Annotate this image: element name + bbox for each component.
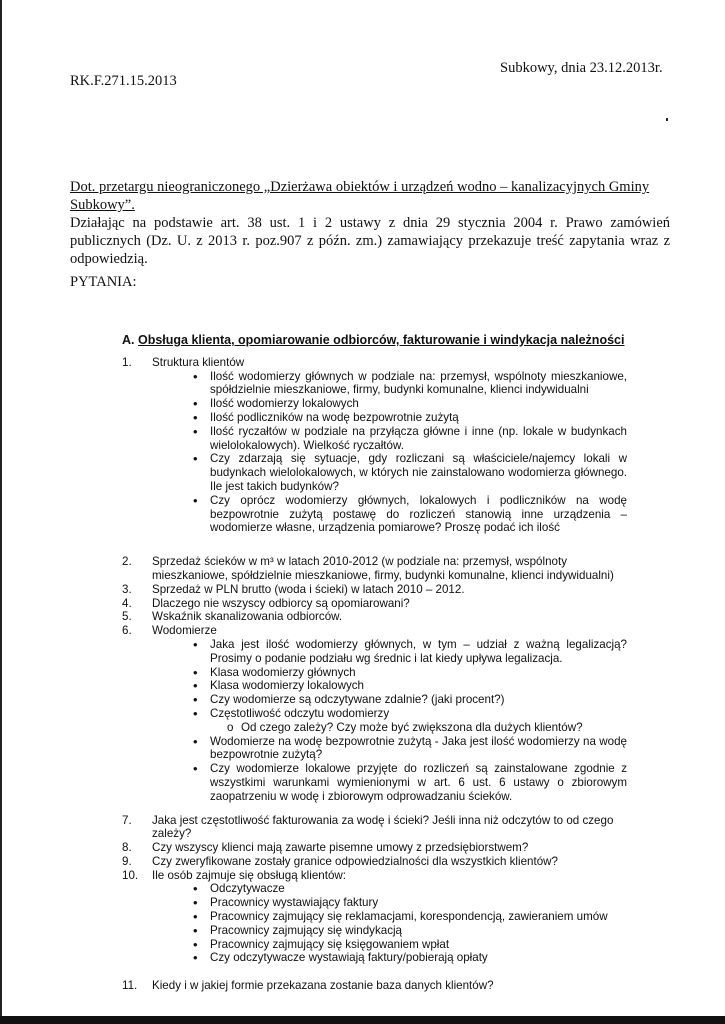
bullet-text: Jaka jest ilość wodomierzy głównych, w tym – udział z ważną legalizacją? Prosimy o podanie podziału wg średnic i lat kiedy upływa legalizacja. (210, 637, 627, 665)
question-text: Sprzedaż ścieków w m³ w latach 2010-2012 (w podziale na: przemysł, wspólnoty mieszkaniowe, spółdzielnie mieszkaniowe, firmy, budynki komunalne, klienci indywidualni) (152, 555, 614, 582)
question-item (122, 610, 627, 624)
question-number: 10. (122, 868, 139, 882)
bullet-item (193, 762, 627, 803)
bullet-text: Ilość wodomierzy lokalowych (210, 397, 359, 411)
bullet-item (193, 882, 627, 896)
bullet-text: Częstotliwość odczytu wodomierzy (210, 706, 390, 720)
question-number: 9. (122, 854, 132, 868)
bullet-text: Pracownicy wystawiający faktury (210, 896, 379, 910)
bullet-item (193, 397, 627, 411)
bullet-text: Ilość podliczników na wodę bezpowrotnie zużytą (210, 410, 459, 424)
question-text: Wodomierze (152, 624, 217, 638)
bullet-text: Pracownicy zajmujący się księgowaniem wpłat (210, 937, 450, 951)
section-title-text: Obsługa klienta, opomiarowanie odbiorców, fakturowanie i windykacja należności (138, 333, 625, 347)
question-item (122, 841, 627, 855)
question-number: 4. (122, 596, 132, 610)
sub-bullet-item: o Od czego zależy? Czy może być zwiększona dla dużych klientów? (227, 721, 627, 735)
bullet-item (193, 896, 627, 910)
section-letter: A. (122, 333, 135, 347)
bullet-text: Wodomierze na wodę bezpowrotnie zużytą - Jaka jest ilość wodomierzy na wodę bezpowrotnie zużytą? (210, 734, 627, 762)
question-text: Czy zweryfikowane zostały granice odpowiedzialności dla wszystkich klientów? (152, 854, 558, 868)
bullet-text: Odczytywacze (210, 882, 285, 896)
bullet-text: Czy odczytywacze wystawiają faktury/pobierają opłaty (210, 951, 488, 965)
reference-number: RK.F.271.15.2013 (70, 73, 177, 89)
question-item (122, 869, 627, 966)
scan-left-edge (0, 0, 2, 1024)
bullet-list (152, 882, 627, 965)
intro-block (70, 178, 670, 268)
scan-bottom-edge (0, 1016, 725, 1024)
bullet-list (152, 370, 627, 536)
bullet-item (193, 707, 627, 735)
bullet-item (193, 693, 627, 707)
question-number: 8. (122, 841, 132, 855)
question-text: Dlaczego nie wszyscy odbiorcy są opomiarowani? (152, 596, 410, 610)
bullet-text: Czy oprócz wodomierzy głównych, lokalowych i podliczników na wodę bezpowrotnie zużytą postawę do rozliczeń stanowią inne urządzenia – wodomierze własne, urządzenia pomiarowe? Proszę podać ich ilość (210, 493, 627, 535)
bullet-text: Ilość wodomierzy głównych w podziale na: przemysł, wspólnoty mieszkaniowe, spółdzielnie mieszkaniowe, firmy, budynki komunalne, klienci indywidualni (210, 369, 627, 397)
bullet-item (193, 638, 627, 666)
question-list (122, 356, 627, 993)
questions-heading: PYTANIA: (70, 274, 137, 290)
sub-bullet-list (210, 721, 627, 735)
bullet-item (193, 938, 627, 952)
question-number: 2. (122, 555, 132, 569)
question-item (122, 814, 627, 842)
question-text: Wskaźnik skanalizowania odbiorców. (152, 610, 343, 624)
question-text: Jaka jest częstotliwość fakturowania za wodę i ścieki? Jeśli inna niż odczytów to od czego zależy? (152, 813, 614, 841)
question-item (122, 583, 627, 597)
question-text: Ile osób zajmuje się obsługą klientów: (152, 868, 346, 882)
question-number: 1. (122, 355, 132, 369)
bullet-text: Czy wodomierze są odczytywane zdalnie? (jaki procent?) (210, 693, 505, 707)
question-item (122, 597, 627, 611)
questions-block (122, 334, 627, 993)
bullet-item (193, 370, 627, 398)
bullet-item (193, 910, 627, 924)
question-number: 6. (122, 624, 132, 638)
bullet-item (193, 735, 627, 763)
question-text: Struktura klientów (152, 355, 245, 369)
question-number: 11. (122, 979, 138, 993)
question-text: Czy wszyscy klienci mają zawarte pisemne umowy z przedsiębiorstwem? (152, 841, 529, 855)
question-item (122, 979, 627, 993)
bullet-text: Pracownicy zajmujący się windykacją (210, 923, 403, 937)
bullet-text: Czy wodomierze lokalowe przyjęte do rozliczeń są zainstalowane zgodnie z wszystkimi warunkami wymienionymi w art. 6 ust. 6 ustawy o zbiorowym zaopatrzeniu w wodę i zbiorowym odprowadzaniu ścieków. (210, 762, 627, 803)
section-title (122, 333, 627, 348)
bullet-text: Czy zdarzają się sytuacje, gdy rozliczani są właściciele/najemcy lokali w budynkach wielolokalowych, w których nie zainstalowano wodomierza głównego. Ile jest takich budynków? (210, 452, 627, 493)
bullet-item (193, 494, 627, 535)
bullet-item (193, 411, 627, 425)
bullet-item (193, 951, 627, 965)
question-number: 7. (122, 813, 132, 827)
bullet-item (193, 425, 627, 453)
place-date: Subkowy, dnia 23.12.2013r. (500, 60, 663, 76)
bullet-list (152, 638, 627, 804)
bullet-item (193, 666, 627, 680)
question-item (122, 356, 627, 535)
bullet-text: Klasa wodomierzy głównych (210, 665, 356, 679)
question-item (122, 555, 627, 583)
bullet-text: Klasa wodomierzy lokalowych (210, 679, 365, 693)
bullet-item (193, 679, 627, 693)
scan-speck (666, 118, 668, 121)
question-number: 5. (122, 610, 132, 624)
subject-line: Dot. przetargu nieograniczonego „Dzierżawa obiektów i urządzeń wodno – kanalizacyjnych Gminy Subkowy”. (70, 179, 650, 213)
bullet-text: Pracownicy zajmujący się reklamacjami, korespondencją, zawieraniem umów (210, 910, 608, 924)
bullet-text: Ilość ryczałtów w podziale na przyłącza główne i inne (np. lokale w budynkach wielolokalowych). Wielkość ryczałtów. (210, 424, 627, 452)
question-number: 3. (122, 582, 132, 596)
question-text: Kiedy i w jakiej formie przekazana zostanie baza danych klientów? (152, 979, 494, 993)
bullet-item (193, 452, 627, 493)
question-item (122, 855, 627, 869)
question-text: Sprzedaż w PLN brutto (woda i ścieki) w latach 2010 – 2012. (152, 582, 465, 596)
question-item (122, 624, 627, 803)
intro-paragraph: Działając na podstawie art. 38 ust. 1 i 2 ustawy z dnia 29 stycznia 2004 r. Prawo zamówień publicznych (Dz. U. z 2013 r. poz.907 z późn. zm.) zamawiający przekazuje treść zapytania wraz z odpowiedzią. (70, 215, 670, 267)
bullet-item (193, 924, 627, 938)
